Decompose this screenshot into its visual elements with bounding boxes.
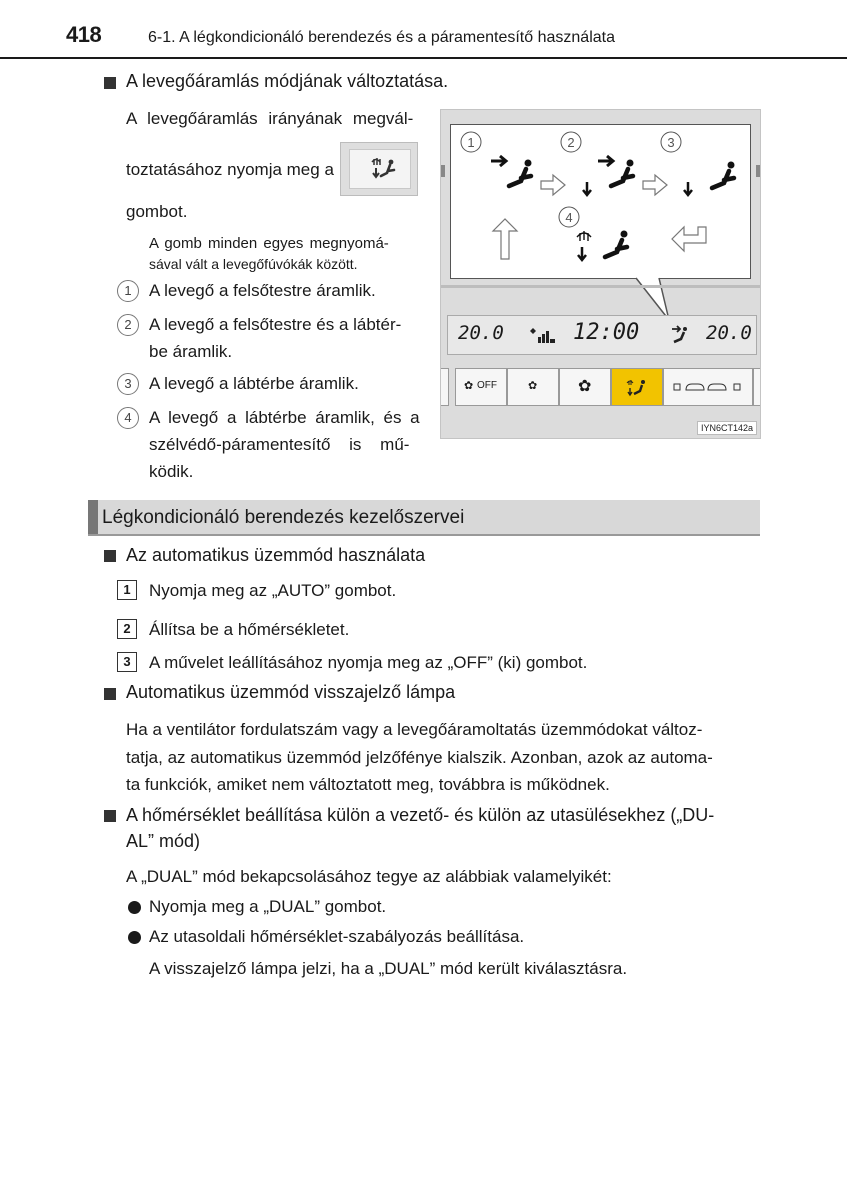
indicator-heading: Automatikus üzemmód visszajelző lámpa <box>126 682 456 702</box>
figure-code: IYN6CT142a <box>697 421 757 435</box>
heading-square-icon <box>104 688 116 700</box>
heading-square-icon <box>104 77 116 89</box>
item-2-text-line1: A levegő a felsőtestre és a lábtér- <box>149 315 402 334</box>
fan-large-icon: ✿ <box>578 378 592 395</box>
page-number: 418 <box>66 22 102 47</box>
callout-label-3: 3 <box>667 135 675 150</box>
item-4-text-line2: szélvédő-páramentesítő is mű- <box>149 435 410 454</box>
dual-heading-line1: A hőmérséklet beállítása külön a vezető- és külön az utasülésekhez („DU- <box>126 805 715 825</box>
airflow-intro-line1: A levegőáramlás irányának megvál- <box>126 109 414 128</box>
dual-note: A visszajelző lámpa jelzi, ha a „DUAL” mód került kiválasztásra. <box>149 959 628 978</box>
step-3-text: A művelet leállításához nyomja meg az „OFF” (ki) gombot. <box>149 653 588 672</box>
callout-label-4: 4 <box>565 210 573 225</box>
item-1-number: 1 <box>117 280 139 302</box>
dual-heading-line2: AL” mód) <box>126 831 201 851</box>
dual-bullet-2: Az utasoldali hőmérséklet-szabályozás beállítása. <box>149 927 525 946</box>
airflow-mode-button-face <box>349 149 411 189</box>
airflow-note-line1: A gomb minden egyes megnyomá- <box>149 235 389 252</box>
recirculation-button[interactable] <box>663 368 753 406</box>
dual-intro: A „DUAL” mód bekapcsolásához tegye az alábbiak valamelyikét: <box>126 867 612 886</box>
bullet-icon <box>128 901 141 914</box>
item-3-number: 3 <box>117 373 139 395</box>
fan-level-icon <box>528 325 556 345</box>
airflow-mode-button-icon <box>624 377 650 397</box>
right-temp-readout: 20.0 <box>706 322 752 344</box>
dual-bullet-1: Nyomja meg a „DUAL” gombot. <box>149 897 387 916</box>
step-2-text: Állítsa be a hőmérsékletet. <box>149 620 350 639</box>
fan-off-button[interactable] <box>455 368 507 406</box>
bullet-icon <box>128 931 141 944</box>
item-4-text-line1: A levegő a lábtérbe áramlik, és a <box>149 408 420 427</box>
indicator-text-line1: Ha a ventilátor fordulatszám vagy a levegőáramoltatás üzemmódokat változ- <box>126 720 703 739</box>
control-button-row <box>441 368 760 406</box>
left-temp-readout: 20.0 <box>458 322 504 344</box>
heading-square-icon <box>104 810 116 822</box>
airflow-intro-line3: gombot. <box>126 202 188 221</box>
step-3-number: 3 <box>117 652 137 672</box>
indicator-text-line2: tatja, az automatikus üzemmód jelzőfénye kialszik. Azonban, azok az automa- <box>126 748 713 767</box>
airflow-figure <box>440 109 761 439</box>
item-4-number: 4 <box>117 407 139 429</box>
callout-label-2: 2 <box>567 135 575 150</box>
airflow-mode-button-image <box>340 142 418 196</box>
item-1-text: A levegő a felsőtestre áramlik. <box>149 281 376 300</box>
step-2-number: 2 <box>117 619 137 639</box>
airflow-defrost-icon <box>350 150 410 188</box>
ac-display <box>447 315 757 355</box>
lcd-airflow-icon <box>670 324 690 346</box>
item-3-text: A levegő a lábtérbe áramlik. <box>149 374 359 393</box>
section-title-bar <box>88 500 760 536</box>
header-rule <box>0 57 847 59</box>
recirculation-icon <box>672 379 744 395</box>
fan-small-icon: ✿ <box>528 380 538 392</box>
airflow-intro-line2: toztatásához nyomja meg a <box>126 160 334 179</box>
indicator-text-line3: ta funkciók, amiket nem változtatott meg, továbbra is működnek. <box>126 775 610 794</box>
running-head: 6-1. A légkondicionáló berendezés és a páramentesítő használata <box>148 29 615 46</box>
callout-label-1: 1 <box>467 135 475 150</box>
section-title: Légkondicionáló berendezés kezelőszervei <box>102 507 465 528</box>
item-2-text-line2: be áramlik. <box>149 342 233 361</box>
fan-down-button[interactable] <box>507 368 559 406</box>
fan-off-label: OFF <box>477 380 497 391</box>
airflow-heading: A levegőáramlás módjának változtatása. <box>126 71 449 91</box>
item-2-number: 2 <box>117 314 139 336</box>
fan-off-icon: ✿ <box>464 380 474 392</box>
airflow-note-line2: sával vált a levegőfúvókák között. <box>149 256 358 272</box>
partial-right-button[interactable] <box>753 368 761 406</box>
clock-readout: 12:00 <box>573 320 640 345</box>
item-4-text-line3: ködik. <box>149 462 194 481</box>
section-title-accent <box>88 500 98 534</box>
partial-left-button[interactable] <box>440 368 449 406</box>
step-1-number: 1 <box>117 580 137 600</box>
heading-square-icon <box>104 550 116 562</box>
fan-up-button[interactable] <box>559 368 611 406</box>
page-header <box>0 0 847 58</box>
step-1-text: Nyomja meg az „AUTO” gombot. <box>149 581 397 600</box>
airflow-mode-button[interactable] <box>611 368 663 406</box>
auto-mode-heading: Az automatikus üzemmód használata <box>126 545 426 565</box>
